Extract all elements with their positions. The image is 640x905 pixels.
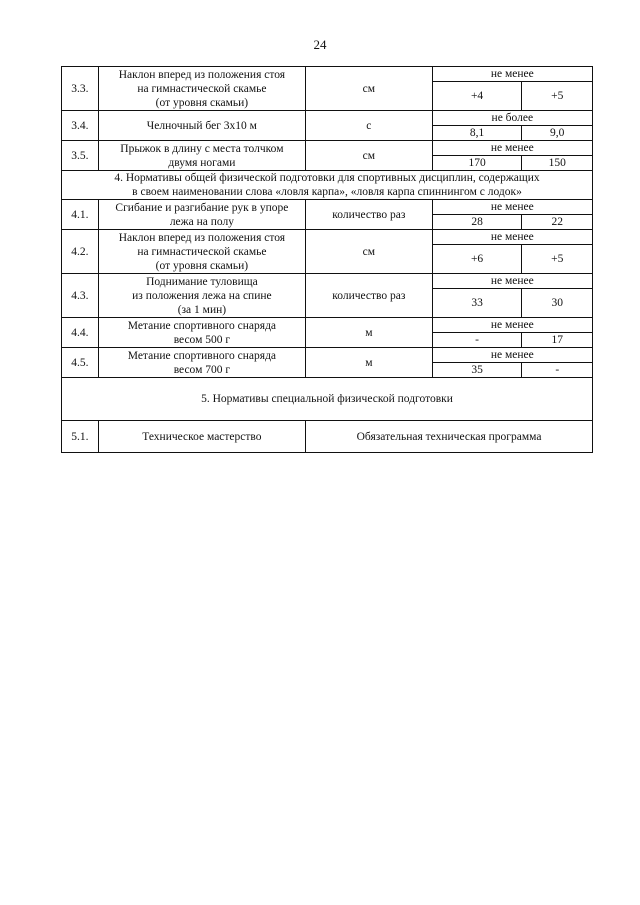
value-2: +5 xyxy=(522,82,593,111)
value-1: +4 xyxy=(432,82,522,111)
exercise-name: Сгибание и разгибание рук в упоре лежа на полу xyxy=(98,200,305,230)
section-4-heading: 4. Нормативы общей физической подготовки для спортивных дисциплин, содержащих в своем наименовании слова «ловля карпа», «ловля карпа спиннингом с лодок» xyxy=(62,171,593,200)
value-2: 30 xyxy=(522,289,593,318)
condition: не менее xyxy=(432,230,592,245)
unit: м xyxy=(306,318,433,348)
row-number: 5.1. xyxy=(62,421,99,453)
table-row xyxy=(62,274,593,289)
section-5-heading: 5. Нормативы специальной физической подготовки xyxy=(62,378,593,421)
unit: см xyxy=(306,67,433,111)
table-row xyxy=(62,421,593,453)
value-2: +5 xyxy=(522,245,593,274)
program-requirement: Обязательная техническая программа xyxy=(306,421,593,453)
unit: см xyxy=(306,230,433,274)
page-number: 24 xyxy=(313,37,327,52)
value-1: - xyxy=(432,333,522,348)
row-number: 3.3. xyxy=(62,67,99,111)
row-number: 3.5. xyxy=(62,141,99,171)
section-row xyxy=(62,171,593,200)
condition: не менее xyxy=(432,318,592,333)
exercise-name: Челночный бег 3х10 м xyxy=(98,111,305,141)
table-row xyxy=(62,318,593,333)
value-2: 9,0 xyxy=(522,126,593,141)
unit: с xyxy=(306,111,433,141)
row-number: 4.4. xyxy=(62,318,99,348)
exercise-name: Поднимание туловища из положения лежа на спине (за 1 мин) xyxy=(98,274,305,318)
condition: не менее xyxy=(432,67,592,82)
table-row xyxy=(62,111,593,126)
condition: не более xyxy=(432,111,592,126)
value-1: +6 xyxy=(432,245,522,274)
exercise-name: Метание спортивного снаряда весом 700 г xyxy=(98,348,305,378)
unit: количество раз xyxy=(306,200,433,230)
row-number: 4.3. xyxy=(62,274,99,318)
table-row xyxy=(62,141,593,156)
unit: м xyxy=(306,348,433,378)
exercise-name: Наклон вперед из положения стоя на гимнастической скамье (от уровня скамьи) xyxy=(98,67,305,111)
value-1: 8,1 xyxy=(432,126,522,141)
exercise-name: Прыжок в длину с места толчком двумя ногами xyxy=(98,141,305,171)
table-row xyxy=(62,230,593,245)
value-1: 170 xyxy=(432,156,522,171)
unit: см xyxy=(306,141,433,171)
section-row xyxy=(62,378,593,421)
exercise-name: Техническое мастерство xyxy=(98,421,305,453)
condition: не менее xyxy=(432,348,592,363)
table-row xyxy=(62,348,593,363)
norms-table xyxy=(61,66,593,453)
exercise-name: Наклон вперед из положения стоя на гимнастической скамье (от уровня скамьи) xyxy=(98,230,305,274)
row-number: 4.1. xyxy=(62,200,99,230)
value-1: 28 xyxy=(432,215,522,230)
value-2: - xyxy=(522,363,593,378)
value-2: 150 xyxy=(522,156,593,171)
exercise-name: Метание спортивного снаряда весом 500 г xyxy=(98,318,305,348)
value-2: 17 xyxy=(522,333,593,348)
condition: не менее xyxy=(432,200,592,215)
value-1: 33 xyxy=(432,289,522,318)
value-2: 22 xyxy=(522,215,593,230)
value-1: 35 xyxy=(432,363,522,378)
row-number: 3.4. xyxy=(62,111,99,141)
row-number: 4.5. xyxy=(62,348,99,378)
row-number: 4.2. xyxy=(62,230,99,274)
table-row xyxy=(62,67,593,82)
unit: количество раз xyxy=(306,274,433,318)
table-row xyxy=(62,200,593,215)
condition: не менее xyxy=(432,141,592,156)
condition: не менее xyxy=(432,274,592,289)
